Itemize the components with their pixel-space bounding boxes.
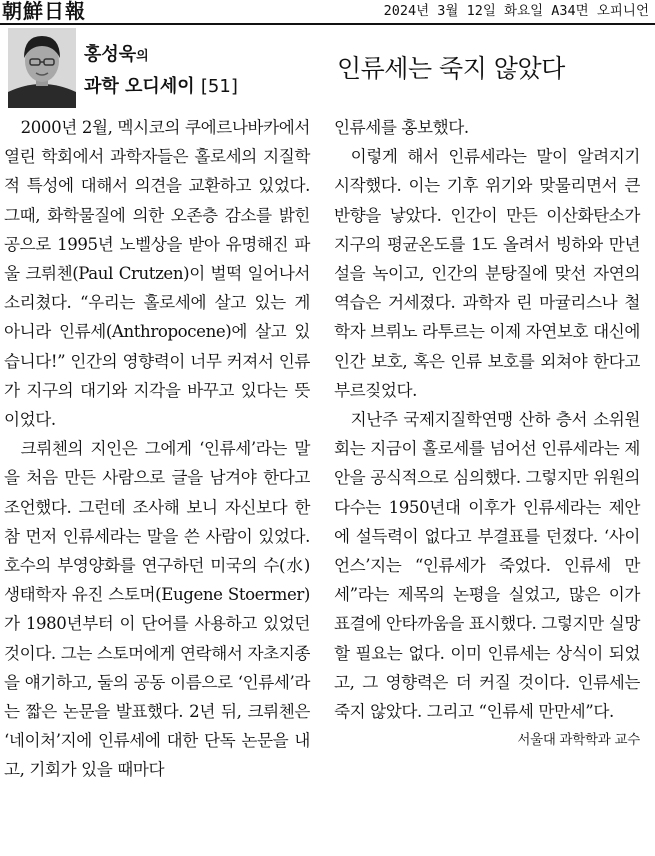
author-name: 홍성욱의 <box>84 44 149 65</box>
author-signature: 서울대 과학학과 교수 <box>517 732 640 749</box>
column-series: 과학 오디세이 [51] <box>84 76 238 97</box>
article-column-left <box>4 113 310 785</box>
series-number: [51] <box>200 76 238 97</box>
author-portrait-icon <box>8 28 76 108</box>
newspaper-logo: 朝鮮日報 <box>2 0 86 23</box>
paragraph: 2000년 2월, 멕시코의 쿠에르나바카에서 열린 학회에서 과학자들은 홀로세의 지질학적 특성에 대해서 의견을 교환하고 있었다. 그때, 화학물질에 의한 오존층 감소를 밝힌 공으로 1995년 노벨상을 받아 유명해진 파울 크뤼첸(Paul Crutzen)이 벌떡 일어나서 소리쳤다. “우리는 홀로세에 살고 있는 게 아니라 인류세(Anthropocene)에 살고 있습니다!” 인간의 영향력이 너무 커져서 인류가 지구의 대기와 지각을 바꾸고 있다는 뜻이었다. <box>4 118 310 430</box>
paragraph: 크뤼첸의 지인은 그에게 ‘인류세’라는 말을 처음 만든 사람으로 글을 남겨야 한다고 조언했다. 그런데 조사해 보니 자신보다 한참 먼저 인류세라는 말을 쓴 사람이 있었다. 호수의 부영양화를 연구하던 미국의 수(水)생태학자 유진 스토머(Eugene Stoermer)가 1980년부터 이 단어를 사용하고 있었던 것이다. 그는 스토머에게 연락해서 자초지종을 얘기하고, 둘의 공동 이름으로 ‘인류세’라는 짧은 논문을 발표했다. 2년 뒤, 크뤼첸은 ‘네이처’지에 인류세에 대한 단독 논문을 내고, 기회가 있을 때마다 <box>4 439 310 780</box>
paragraph: 지난주 국제지질학연맹 산하 층서 소위원회는 지금이 홀로세를 넘어선 인류세라는 제안을 공식적으로 심의했다. 그렇지만 위원의 다수는 1950년대 이후가 인류세라는 제안에 설득력이 없다고 부결표를 던졌다. ‘사이언스’지는 “인류세가 죽었다. 인류세 만세”라는 제목의 논평을 실었고, 많은 이가 표결에 안타까움을 표시했다. 그렇지만 실망할 필요는 없다. 이미 인류세는 상식이 되었고, 그 영향력은 더 커질 것이다. 인류세는 죽지 않았다. 그리고 “인류세 만만세”다. 서울대 과학학과 교수 <box>334 405 640 726</box>
byline <box>84 43 238 99</box>
dateline: 2024년 3월 12일 화요일 A34면 오피니언 <box>383 3 649 19</box>
author-photo <box>8 28 76 108</box>
paragraph: 인류세를 홍보했다. <box>334 118 469 137</box>
top-rule <box>0 23 655 25</box>
headline: 인류세는 죽지 않았다 <box>337 54 565 83</box>
paragraph: 이렇게 해서 인류세라는 말이 알려지기 시작했다. 이는 기후 위기와 맞물리면서 큰 반향을 낳았다. 인간이 만든 이산화탄소가 지구의 평균온도를 1도 올려서 빙하와 만년설을 녹이고, 인간의 분탕질에 맞선 자연의 역습은 거세졌다. 과학자 린 마귤리스나 철학자 브뤼노 라투르는 이제 자연보호 대신에 인간 보호, 혹은 인류 보호를 외쳐야 한다고 부르짖었다. <box>334 147 640 400</box>
masthead <box>0 0 655 22</box>
article-column-right <box>334 113 640 755</box>
